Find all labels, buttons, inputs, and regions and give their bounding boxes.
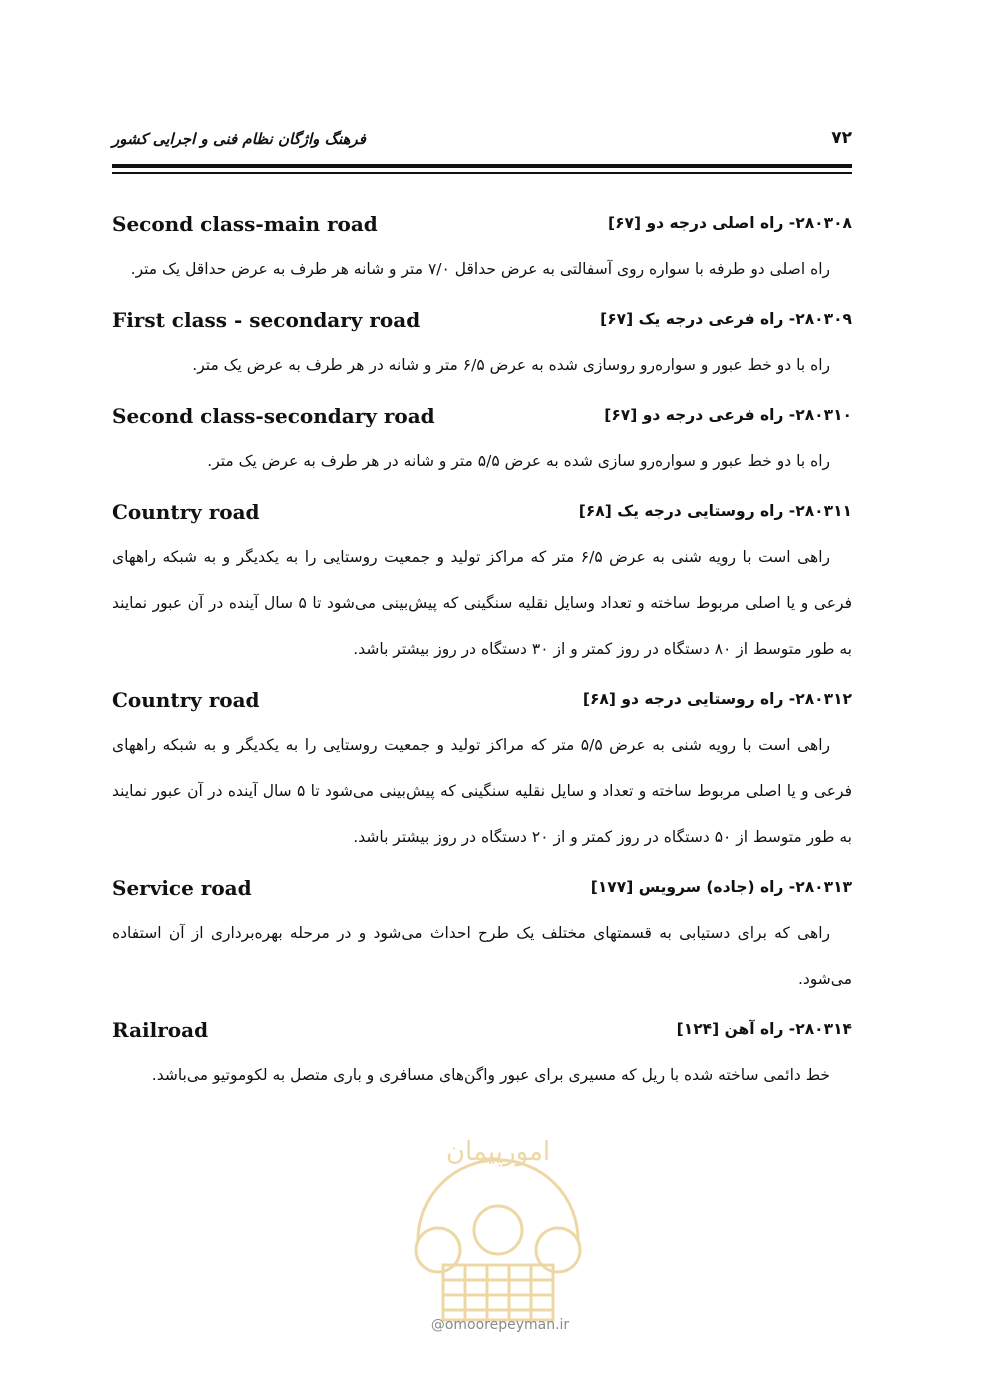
entry-persian-heading: ۲۸۰۳۱۰- راه فرعی درجه دو [۶۷] [604,406,852,424]
entry-definition: راه با دو خط عبور و سواره‌رو روسازی شده به عرض ۶/۵ متر و شانه در هر طرف به عرض یک متر. [192,356,830,374]
entry-english-term: Country road [112,500,260,524]
entry-english-term: First class - secondary road [112,308,421,332]
entry-english-term: Second class-main road [112,212,378,236]
watermark-logo-text: امورپیمان [445,1137,551,1167]
glossary-entry [112,400,852,484]
entry-definition: راهی که برای دستیابی به قسمتهای مختلف یک طرح احداث می‌شود و در مرحله بهره‌برداری از آن استفاده می‌شود. [112,924,852,988]
glossary-entry [112,208,852,292]
entry-definition: راه با دو خط عبور و سواره‌رو سازی شده به عرض ۵/۵ متر و شانه در هر طرف به عرض یک متر. [207,452,830,470]
entry-english-term: Service road [112,876,252,900]
entry-persian-heading: ۲۸۰۳۱۱- راه روستایی درجه یک [۶۸] [578,502,852,520]
glossary-entry [112,496,852,672]
header-rule-thin [112,172,852,174]
entry-english-term: Country road [112,688,260,712]
glossary-entry [112,684,852,860]
page-header [112,128,852,154]
entry-definition: راه اصلی دو طرفه با سواره روی آسفالتی به عرض حداقل ۷/۰ متر و شانه هر طرف به عرض حداقل یک متر. [130,260,830,278]
entry-definition: راهی است با رویه شنی به عرض ۶/۵ متر که مراکز تولید و جمعیت روستایی را به یکدیگر و به شبکه راههای فرعی و یا اصلی مربوط ساخته و تعداد وسایل نقلیه سنگینی که پیش‌بینی می‌شود تا ۵ سال آینده در آن عبور نمایند به طور متوسط از ۸۰ دستگاه در روز کمتر و از ۳۰ دستگاه در روز بیشتر باشد. [112,548,852,658]
entry-persian-heading: ۲۸۰۳۱۳- راه (جاده) سرویس [۱۷۷] [590,878,852,896]
watermark-url: @omoorepeyman.ir [430,1317,570,1333]
glossary-entry [112,872,852,1002]
entry-definition: راهی است با رویه شنی به عرض ۵/۵ متر که مراکز تولید و جمعیت روستایی را به یکدیگر و به شبکه راههای فرعی و یا اصلی مربوط ساخته و تعداد و سایل نقلیه سنگینی که پیش‌بینی می‌شود تا ۵ سال آینده در آن عبور نمایند به طور متوسط از ۵۰ دستگاه در روز کمتر و از ۲۰ دستگاه در روز بیشتر باشد. [112,736,852,846]
glossary-entry [112,1014,852,1098]
entry-persian-heading: ۲۸۰۳۱۴- راه آهن [۱۲۴] [676,1020,852,1038]
entry-english-term: Railroad [112,1018,209,1042]
entry-persian-heading: ۲۸۰۳۱۲- راه روستایی درجه دو [۶۸] [582,690,852,708]
header-rule-thick [112,164,852,168]
glossary-entries [112,208,852,1110]
entry-persian-heading: ۲۸۰۳۰۸- راه اصلی درجه دو [۶۷] [607,214,852,232]
entry-definition: خط دائمی ساخته شده با ریل که مسیری برای عبور واگن‌های مسافری و باری متصل به لکوموتیو می‌باشد. [151,1066,830,1084]
entry-english-term: Second class-secondary road [112,404,435,428]
page-number: ۷۲ [831,128,852,148]
document-page [112,0,852,1388]
glossary-entry [112,304,852,388]
book-title: فرهنگ واژگان نظام فنی و اجرایی کشور [112,130,366,148]
entry-persian-heading: ۲۸۰۳۰۹- راه فرعی درجه یک [۶۷] [600,310,852,328]
